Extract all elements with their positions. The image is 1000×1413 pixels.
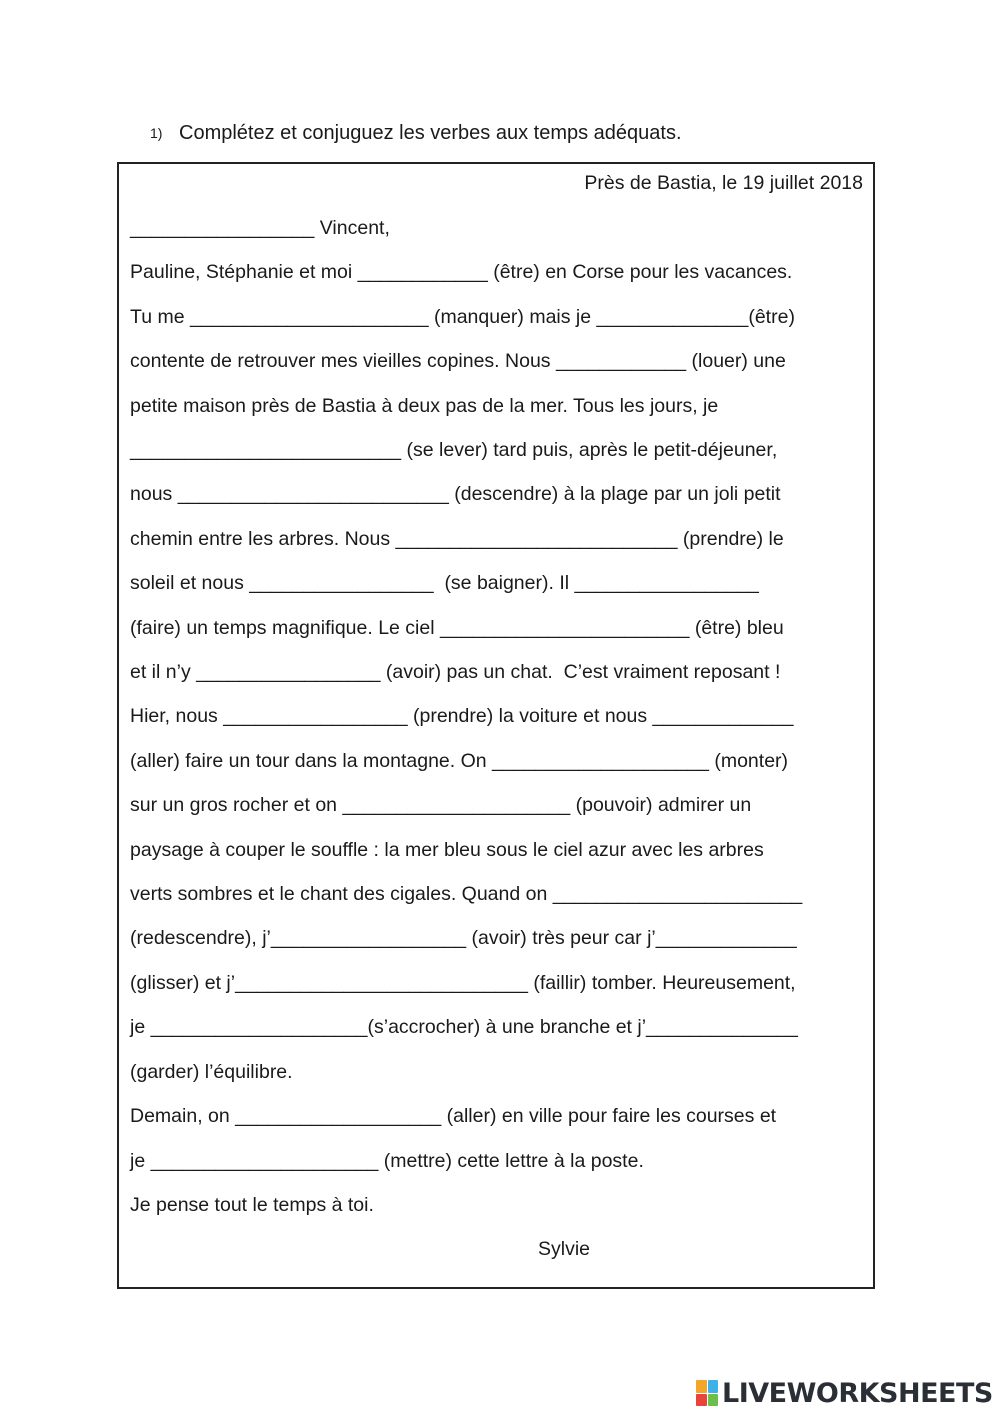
exercise-instruction — [150, 119, 682, 147]
letter-line: contente de retrouver mes vieilles copines. Nous ____________ (louer) une — [130, 350, 786, 372]
letter-line: chemin entre les arbres. Nous __________________________ (prendre) le — [130, 528, 784, 550]
letter-line: nous _________________________ (descendre) à la plage par un joli petit — [130, 483, 781, 505]
instruction-text: Complétez et conjuguez les verbes aux temps adéquats. — [179, 122, 682, 144]
letter-line: Demain, on ___________________ (aller) en ville pour faire les courses et — [130, 1105, 777, 1127]
letter-line: (garder) l’équilibre. — [130, 1061, 293, 1083]
letter-line: (aller) faire un tour dans la montagne. On ____________________ (monter) — [130, 750, 789, 772]
letter-line: (faire) un temps magnifique. Le ciel _______________________ (être) bleu — [130, 617, 784, 639]
letter-line: paysage à couper le souffle : la mer bleu sous le ciel azur avec les arbres — [130, 839, 764, 861]
letter-line: Hier, nous _________________ (prendre) la voiture et nous _____________ — [130, 705, 794, 727]
letter-line: _________________________ (se lever) tard puis, après le petit-déjeuner, — [130, 439, 778, 461]
letter-line: verts sombres et le chant des cigales. Quand on _______________________ — [130, 883, 803, 905]
letter-line: Je pense tout le temps à toi. — [130, 1194, 374, 1216]
letter-line: je ____________________(s’accrocher) à une branche et j’______________ — [130, 1016, 798, 1038]
letter-line: je _____________________ (mettre) cette lettre à la poste. — [130, 1150, 644, 1172]
letter-line: et il n’y _________________ (avoir) pas un chat. C’est vraiment reposant ! — [130, 661, 781, 683]
letter-line: soleil et nous _________________ (se baigner). Il _________________ — [130, 572, 759, 594]
letter-line: (redescendre), j’__________________ (avoir) très peur car j’_____________ — [130, 927, 797, 949]
logo-square — [708, 1394, 719, 1407]
letter-line: sur un gros rocher et on _____________________ (pouvoir) admirer un — [130, 794, 752, 816]
liveworksheets-logo — [696, 1376, 993, 1410]
logo-mark-icon — [696, 1380, 718, 1406]
logo-square — [696, 1380, 707, 1393]
letter-line: Tu me ______________________ (manquer) mais je ______________(être) — [130, 306, 795, 328]
logo-text: LIVEWORKSHEETS — [722, 1377, 993, 1409]
letter-line: (glisser) et j’___________________________ (faillir) tomber. Heureusement, — [130, 972, 796, 994]
letter-date: Près de Bastia, le 19 juillet 2018 — [584, 172, 863, 194]
logo-square — [696, 1394, 707, 1407]
letter-line: petite maison près de Bastia à deux pas de la mer. Tous les jours, je — [130, 395, 719, 417]
logo-square — [708, 1380, 719, 1393]
exercise-number: 1) — [150, 125, 163, 141]
letter-signature: Sylvie — [538, 1238, 591, 1260]
letter-line: Pauline, Stéphanie et moi ____________ (être) en Corse pour les vacances. — [130, 261, 793, 283]
letter-line: _________________ Vincent, — [130, 217, 390, 239]
